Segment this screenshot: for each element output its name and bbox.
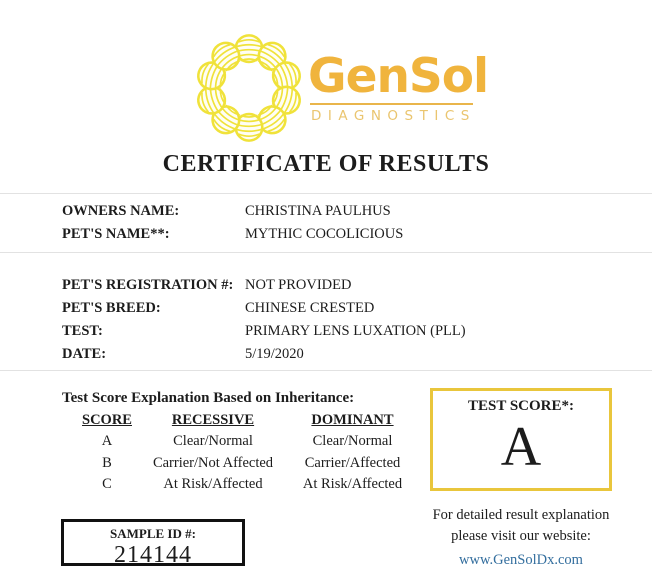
divider: [0, 193, 652, 194]
test-score-label: TEST SCORE*:: [467, 398, 574, 414]
table-cell-score-b: B: [102, 455, 112, 471]
date-value: 5/19/2020: [245, 346, 304, 362]
breed-value: CHINESE CRESTED: [245, 300, 375, 316]
test-row: [62, 323, 602, 340]
pet-name-row: [62, 226, 602, 243]
divider: [0, 370, 652, 371]
table-cell-score-c: C: [102, 476, 112, 492]
test-value: PRIMARY LENS LUXATION (PLL): [245, 323, 466, 339]
table-cell-score-a: A: [101, 433, 113, 449]
footer-note-line1: For detailed result explanation: [432, 507, 610, 523]
table-cell-dominant-b: Carrier/Affected: [304, 455, 401, 471]
registration-label: PET'S REGISTRATION #:: [62, 277, 234, 293]
owner-name-value: CHRISTINA PAULHUS: [245, 203, 391, 219]
gensol-dna-ring-icon: [190, 28, 308, 148]
breed-label: PET'S BREED:: [62, 300, 161, 316]
sample-id-value: 214144: [114, 542, 192, 568]
website-link[interactable]: www.GenSolDx.com: [459, 552, 583, 568]
footer-note: [430, 505, 612, 547]
pet-name-label: PET'S NAME**:: [62, 226, 170, 242]
date-label: DATE:: [62, 346, 107, 362]
table-cell-recessive-b: Carrier/Not Affected: [152, 455, 274, 471]
test-score-box: [430, 388, 612, 491]
page-title: CERTIFICATE OF RESULTS: [162, 151, 490, 177]
column-header-score: SCORE: [82, 412, 132, 428]
registration-row: [62, 277, 602, 294]
table-cell-recessive-c: At Risk/Affected: [163, 476, 263, 492]
divider: [0, 252, 652, 253]
pet-name-value: MYTHIC COCOLICIOUS: [245, 226, 404, 242]
owner-name-label: OWNERS NAME:: [62, 203, 180, 219]
registration-value: NOT PROVIDED: [245, 277, 352, 293]
test-label: TEST:: [62, 323, 103, 339]
date-row: [62, 346, 602, 363]
score-table-heading: Test Score Explanation Based on Inheritance:: [62, 390, 355, 406]
owner-name-row: [62, 203, 602, 220]
breed-row: [62, 300, 602, 317]
table-cell-dominant-a: Clear/Normal: [312, 433, 393, 449]
column-header-recessive: RECESSIVE: [171, 412, 255, 428]
footer-note-line2: please visit our website:: [451, 528, 591, 545]
test-score-value: A: [500, 416, 542, 478]
table-cell-recessive-a: Clear/Normal: [173, 433, 253, 449]
sample-id-label: SAMPLE ID #:: [110, 526, 196, 541]
gensol-wordmark: [308, 49, 489, 125]
column-header-dominant: DOMINANT: [311, 412, 394, 428]
sample-id-box: [61, 519, 245, 566]
table-cell-dominant-c: At Risk/Affected: [302, 476, 403, 492]
brand-name: GenSol: [308, 49, 489, 104]
brand-subtitle: DIAGNOSTICS: [311, 108, 476, 125]
